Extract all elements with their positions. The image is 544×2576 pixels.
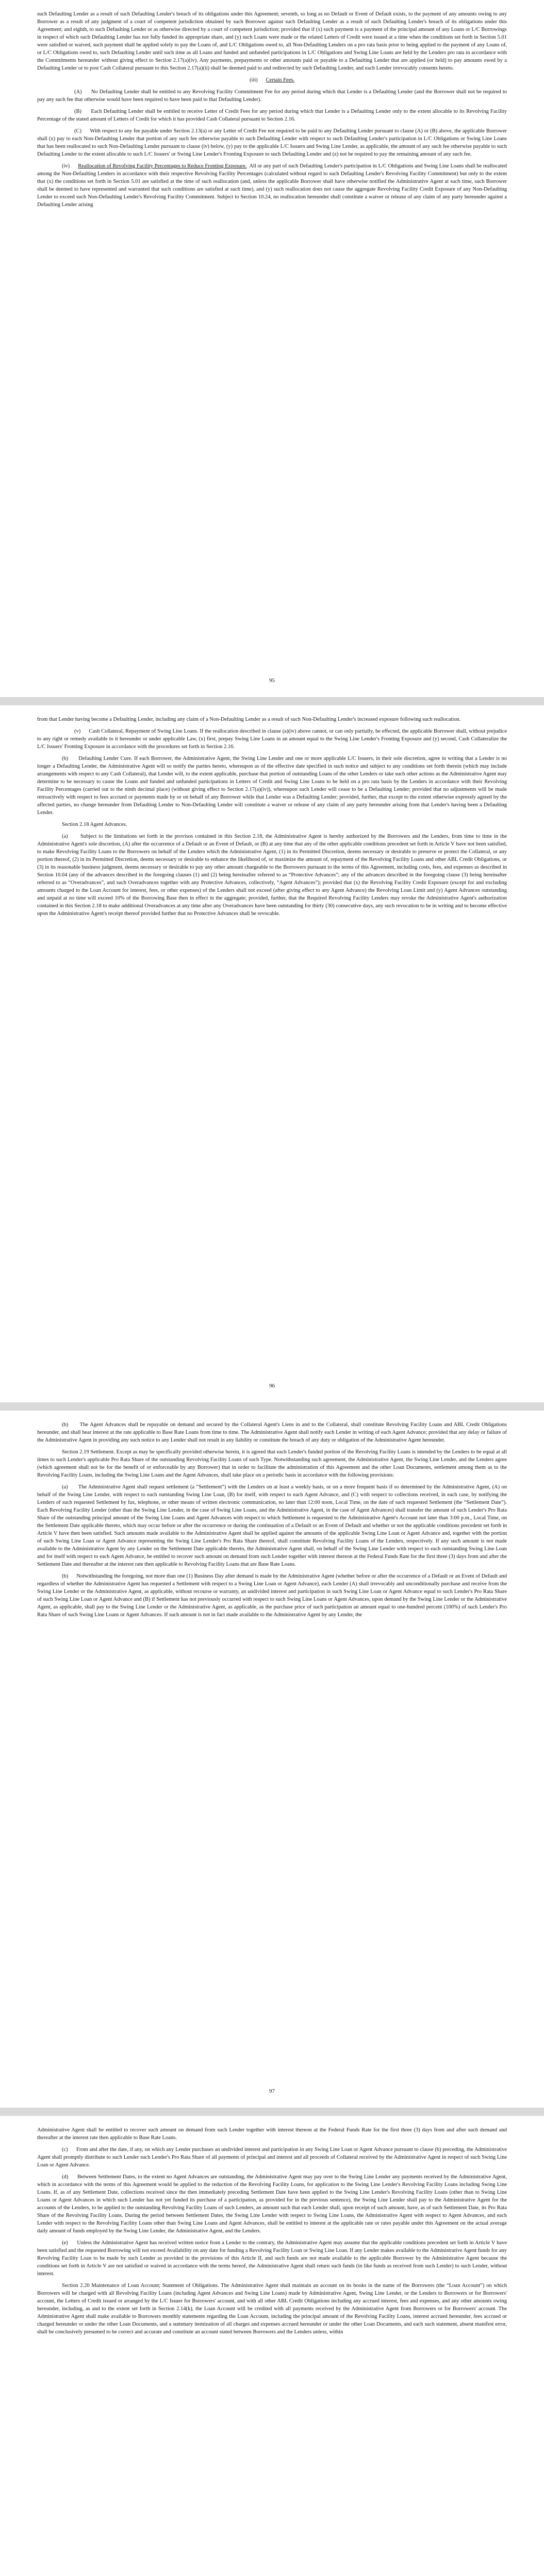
paragraph: (a) The Administrative Agent shall request settlement (a “Settlement”) with the Lenders on at least a weekly basis, or on a more frequent basis if so determined by the Administrative Agent, (A) on behalf of the Swing Line Lender, with respect to each outstanding Swing Line Loan, (B) for itself, with respect to each Agent Advance, and (C) with respect to collections received, in each case, by notifying the Lenders of such requested Settlement by fax, telephone, or other means of written electronic communication, no later than 12:00 noon, Local Time, on the date of such requested Settlement (the “Settlement Date”). Each Revolving Facility Lender (other than the Swing Line Lender, in the case of Swing Line Loans, and the Administrative Agent, in the case of Agent Advances) shall transfer the amount of such Lender's Pro Rata Share of the outstanding principal amount of the Swing Line Loans and Agent Advances with respect to which Settlement is requested to the Administrative Agent's Account not later than 3:00 p.m., Local Time, on the Settlement Date applicable thereto, which may occur before or after the occurrence or during the continuation of a Default or an Event of Default and whether or not the applicable conditions precedent set forth in Article V have then been satisfied. Such amounts made available to the Administrative Agent shall be applied against the amounts of the applicable Swing Line Loan or Agent Advance and, together with the portion of such Swing Line Loan or Agent Advance representing the Swing Line Lender's Pro Rata Share thereof, shall constitute Revolving Facility Loans of the Lenders, respectively. If any such amount is not made available to the Administrative Agent by any Lender on the Settlement Date applicable thereto, the Administrative Agent shall, on behalf of the Swing Line Lender with respect to each outstanding Swing Line Loan and for itself with respect to each Agent Advance, be entitled to recover such amount on demand from such Lender together with interest thereon at the Federal Funds Rate for the first three (3) days from and after the Settlement Date and thereafter at the interest rate then applicable to Revolving Facility Loans that are Base Rate Loans. [37,1484,507,1567]
subparagraph: (C) With respect to any fee payable under Section 2.13(a) or any Letter of Credit Fee not required to be paid to any Defaulting Lender pursuant to clause (A) or (B) above, the applicable Borrower shall (x) pay to each Non-Defaulting Lender that portion of any such fee otherwise payable to such Defaulting Lender with respect to such Defaulting Lender's participation in L/C Obligations or Swing Line Loans that has been reallocated to such Non-Defaulting Lender pursuant to clause (iv) below, (y) pay to the applicable L/C Issuers and Swing Line Lender, as applicable, the amount of any such fee otherwise payable to such Defaulting Lender to the extent allocable to such L/C Issuers' or Swing Line Lender's Fronting Exposure to such Defaulting Lender and (z) not be required to pay the remaining amount of any such fee. [37,128,507,157]
subparagraph: (A) No Defaulting Lender shall be entitled to any Revolving Facility Commitment Fee for any period during which that Lender is a Defaulting Lender (and the Borrower shall not be required to pay any such fee that otherwise would have been required to have been paid to that Defaulting Lender). [37,89,507,103]
paragraph: (b) Notwithstanding the foregoing, not more than one (1) Business Day after demand is made by the Administrative Agent (whether before or after the occurrence of a Default or an Event of Default and regardless of whether the Administrative Agent has requested a Settlement with respect to a Swing Line Loan or Agent Advance), each Lender (A) shall irrevocably and unconditionally purchase and receive from the Swing Line Lender or the Administrative Agent, as applicable, without recourse or warranty, an undivided interest and participation in such Swing Line Loan or Agent Advance equal to such Lender's Pro Rata Share of such Swing Line Loan or Agent Advance and (B) if Settlement has not previously occurred with respect to such Swing Line Loans or Agent Advances, upon demand by the Swing Line Lender or the Administrative Agent, as applicable, shall pay to the Swing Line Lender or the Administrative Agent, as applicable, as the purchase price of such participation an amount equal to one-hundred percent (100%) of such Lender's Pro Rata Share of such Swing Line Loans or Agent Advances. If such amount is not in fact made available to the Administrative Agent by any Lender, the [37,1573,507,1618]
paragraph: (b) Defaulting Lender Cure. If each Borrower, the Administrative Agent, the Swing Line Lender and one or more applicable L/C Issuers, in their sole discretion, agree in writing that a Lender is no longer a Defaulting Lender, the Administrative Agent will so notify the parties hereto, whereupon as of the effective date specified in such notice and subject to any conditions set forth therein (which may include arrangements with respect to any Cash Collateral), that Lender will, to the extent applicable, purchase that portion of outstanding Loans of the other Lenders or take such other actions as the Administrative Agent may determine to be necessary to cause the Loans and funded and unfunded participations in Letters of Credit and Swing Line Loans to be held on a pro rata basis by the Lenders in accordance with their Revolving Facility Percentages (carried out to the ninth decimal place) (without giving effect to Section 2.17(a)(iv)), whereupon such Lender will cease to be a Defaulting Lender; provided that no adjustments will be made retroactively with respect to fees accrued or payments made by or on behalf of any Borrower while that Lender was a Defaulting Lender; provided, further, that except to the extent otherwise expressly agreed by the affected parties, no change hereunder from Defaulting Lender to Non-Defaulting Lender will constitute a waiver or release of any claim of any party hereunder arising from that Lender's having been a Defaulting Lender. [37,756,507,816]
document-page-95 [0,0,544,697]
paragraph: (b) The Agent Advances shall be repayable on demand and secured by the Collateral Agent's Liens in and to the Collateral, shall constitute Revolving Facility Loans and ABL Credit Obligations hereunder, and shall bear interest at the rate applicable to Base Rate Loans from time to time. The Administrative Agent shall notify each Lender in writing of each Agent Advance; provided that any delay or failure of the Administrative Agent in providing any such notice to any Lender shall not result in any liability or constitute the breach of any duty or obligation of the Administrative Agent hereunder. [37,1422,507,1443]
subparagraph: (B) Each Defaulting Lender shall be entitled to receive Letter of Credit Fees for any period during which that Lender is a Defaulting Lender only to the extent allocable to its Revolving Facility Percentage of the stated amount of Letters of Credit for which it has provided Cash Collateral pursuant to Section 2.16. [37,109,507,122]
document-page-96 [0,705,544,1402]
page-number: 97 [269,2088,275,2094]
document-page-98 [0,2116,544,2576]
section-heading: Section 2.18 Agent Advances. [62,822,127,827]
paragraph: such Defaulting Lender as a result of such Defaulting Lender's breach of its obligations under this Agreement; seventh, so long as no Default or Event of Default exists, to the payment of any amounts owing to any Borrower as a result of any judgment of a court of competent jurisdiction obtained by such Borrower against such Defaulting Lender as a result of such Defaulting Lender's breach of its obligations under this Agreement; and eighth, to such Defaulting Lender or as otherwise directed by a court of competent jurisdiction; provided that if (x) such payment is a payment of the principal amount of any Loans or L/C Borrowings in respect of which such Defaulting Lender has not fully funded its appropriate share, and (y) such Loans were made or the related Letters of Credit were issued at a time when the conditions set forth in Section 5.01 were satisfied or waived, such payment shall be applied solely to pay the Loans of, and L/C Obligations owed to, all Non-Defaulting Lenders on a pro rata basis prior to being applied to the payment of any Loans of, or L/C Obligations owed to, such Defaulting Lender until such time as all Loans and funded and unfunded participations in L/C Obligations and Swing Line Loans are held by the Lenders pro rata in accordance with the Commitments hereunder without giving effect to Section 2.17(a)(iv). Any payments, prepayments or other amounts paid or payable to a Defaulting Lender that are applied (or held) to pay amounts owed by a Defaulting Lender or to post Cash Collateral pursuant to this Section 2.17(a)(ii) shall be deemed paid to and redirected by such Defaulting Lender, and each Lender irrevocably consents hereto. [37,11,507,71]
paragraph: from that Lender having become a Defaulting Lender, including any claim of a Non-Defaulting Lender as a result of such Non-Defaulting Lender's increased exposure following such reallocation. [37,717,461,722]
heading-number: (iii) [250,77,258,83]
heading-label: Reallocation of Revolving Facility Percentages to Reduce Fronting Exposure. [78,163,247,169]
paragraph: Section 2.20 Maintenance of Loan Account; Statement of Obligations. The Administrative Agent shall maintain an account on its books in the name of the Borrowers (the “Loan Account”) on which Borrowers will be charged with all Revolving Facility Loans (including Agent Advances and Swing Line Loans) made by Administrative Agent, Swing Line Lender, or the Lenders to Borrowers or for Borrowers' account, the Letters of Credit issued or arranged by the L/C Issuer for Borrowers' account, and with all other ABL Credit Obligations including any accrued interest, fees and expenses, and any other amounts owing hereunder, including, as and to the extent set forth in Section 2.14(k), the Loan Account will be credited with all payments received by the Administrative Agent from Borrowers or for Borrowers' account. The Administrative Agent shall make available to Borrowers monthly statements regarding the Loan Account, including the principal amount of the Revolving Facility Loans, interest accrued hereunder, fees accrued or charged hereunder or under the other Loan Documents, and a summary itemization of all charges and expenses accrued hereunder or under the other Loan Documents, and each such statement, absent manifest error, shall be conclusively presumed to be correct and accurate and constitute an account stated between Borrowers and the Lenders unless, within [37,2283,507,2335]
heading-label: Certain Fees. [266,77,294,83]
heading-number: (iv) [62,163,70,169]
paragraph: (e) Unless the Administrative Agent has received written notice from a Lender to the contrary, the Administrative Agent may assume that the applicable conditions precedent set forth in Article V have been satisfied and the requested Borrowing will not exceed Availability on any date for funding a Revolving Facility Loan or Swing Line Loan. If any Lender makes available to the Administrative Agent funds for any Revolving Facility Loan to be made by such Lender as provided in the provisions of this Article II, and such funds are not made available to the applicable Borrower by the Administrative Agent because the conditions set forth in Article V are not satisfied or waived in accordance with the terms hereof, the Administrative Agent shall return such funds (in like funds as received from such Lender) to such Lender, without interest. [37,2240,507,2277]
paragraph: (v) Cash Collateral, Repayment of Swing Line Loans. If the reallocation described in clause (a)(iv) above cannot, or can only partially, be effected, the applicable Borrower shall, without prejudice to any right or remedy available to it hereunder or under applicable Law, (x) first, prepay Swing Line Loans in an amount equal to the Swing Line Lender's Fronting Exposure and (y) second, Cash Collateralize the L/C Issuers' Fronting Exposure in accordance with the procedures set forth in Section 2.16. [37,728,507,750]
paragraph: Section 2.19 Settlement. Except as may be specifically provided otherwise herein, it is agreed that each Lender's funded portion of the Revolving Facility Loans is intended by the Lenders to be equal at all times to such Lender's applicable Pro Rata Share of the outstanding Revolving Facility Loans of such Type. Notwithstanding such agreement, the Administrative Agent, the Swing Line Lender, and the Lenders agree (which agreement shall not be for the benefit of or enforceable by any Borrower) that in order to facilitate the administration of this Agreement and the other Loan Documents, settlement among them as to the Revolving Facility Loans, including the Swing Line Loans and the Agent Advances, shall take place on a periodic basis in accordance with the following provisions: [37,1449,507,1478]
paragraph-text: All or any part of such Defaulting Lender's participation in L/C Obligations and Swing Line Loans shall be reallocated among the Non-Defaulting Lenders in accordance with their respective Revolving Facility Percentages (calculated without regard to such Defaulting Lender's Revolving Facility Commitment) but only to the extent that (x) the conditions set forth in Section 5.01 are satisfied at the time of such reallocation (and, unless the applicable Borrower shall have otherwise notified the Administrative Agent at such time, such Borrower shall be deemed to have represented and warranted that such conditions are satisfied at such time), and (y) such reallocation does not cause the aggregate Revolving Facility Credit Exposure of any Non-Defaulting Lender to exceed such Non-Defaulting Lender's Revolving Facility Commitment. Subject to Section 10.24, no reallocation hereunder shall constitute a waiver or release of any claim of any party hereunder against a Defaulting Lender arising [37,163,507,208]
page-number: 95 [269,677,275,684]
paragraph: (a) Subject to the limitations set forth in the provisos contained in this Section 2.18, the Administrative Agent is hereby authorized by the Borrowers and the Lenders, from time to time in the Administrative Agent's sole discretion, (A) after the occurrence of a Default or an Event of Default, or (B) at any time that any of the other applicable conditions precedent set forth in Article V have not been satisfied, to make Revolving Facility Loans to the Borrowers on behalf of the Lenders which the Administrative Agent, (1) in its Permitted Discretion, deems necessary or desirable to preserve or protect the Collateral, or any portion thereof, (2) in its Permitted Discretion, deems necessary or desirable to enhance the likelihood of, or maximize the amount of, repayment of the Revolving Facility Loans and other ABL Credit Obligations, or (3) in its reasonable business judgment, deems necessary or desirable to pay any other amount chargeable to the Borrowers pursuant to the terms of this Agreement, including costs, fees, and expenses as described in Section 10.04 (any of the advances described in the foregoing clauses (1) and (2) being hereinafter referred to as “Protective Advances”; any of the advances described in the foregoing clause (3) being hereinafter referred to as “Overadvances”, and such Overadvances together with any Protective Advances, collectively, “Agent Advances”); provided that (x) the Revolving Facility Credit Exposure (except for and excluding amounts charged to the Loan Account for interest, fees, or other expenses) of the Lenders shall not exceed (after giving effect to any Agent Advance) the Revolving Loan Limit and (y) Agent Advances outstanding and unpaid at no time will exceed 10% of the Borrowing Base then in effect in the aggregate; provided, further, that the Required Revolving Facility Lenders may revoke the Administrative Agent's authorization contained in this Section 2.18 to make additional Overadvances at any time after any Overadvances have been outstanding for thirty (30) consecutive days, any such revocation to be in writing and to become effective upon the Administrative Agent's receipt thereof provided further that no Protective Advances shall be revocable. [37,834,507,917]
document-page-97 [0,1411,544,2108]
paragraph-reallocation [37,162,507,209]
paragraph: Administrative Agent shall be entitled to recover such amount on demand from such Lender together with interest thereon at the Federal Funds Rate for the first three (3) days from and after such demand and thereafter at the interest rate then applicable to Base Rate Loans. [37,2127,507,2141]
paragraph: (c) From and after the date, if any, on which any Lender purchases an undivided interest and participation in any Swing Line Loan or Agent Advance pursuant to clause (b) preceding, the Administrative Agent shall promptly distribute to such Lender such Lender's Pro Rata Share of all payments of principal and interest and all proceeds of Collateral received by the Administrative Agent in respect of such Swing Line Loan or Agent Advance. [37,2147,507,2168]
section-heading-iii [37,76,507,84]
paragraph: (d) Between Settlement Dates, to the extent no Agent Advances are outstanding, the Administrative Agent may pay over to the Swing Line Lender any payments received by the Administrative Agent, which in accordance with the terms of this Agreement would be applied to the reduction of the Revolving Facility Loans, for application to the Swing Line Lender's Revolving Facility Loans including Swing Line Loans. If, as of any Settlement Date, collections received since the then immediately preceding Settlement Date have been applied to the Swing Line Lender's Revolving Facility Loans (other than to Swing Line Loans or Agent Advances in which such Lender has not yet funded its purchase of a participation, as provided for in the previous sentence), the Swing Line Lender shall pay to the Administrative Agent for the accounts of the Lenders, to be applied to the outstanding Revolving Facility Loans of such Lenders, an amount such that each Lender shall, upon receipt of such amount, have, as of such Settlement Date, its Pro Rata Share of the Revolving Facility Loans. During the period between Settlement Dates, the Swing Line Lender with respect to Swing Line Loans, the Administrative Agent with respect to Agent Advances, and each Lender with respect to the Revolving Facility Loans other than Swing Line Loans and Agent Advances, shall be entitled to interest at the applicable rate or rates payable under this Agreement on the actual average daily amount of funds employed by the Swing Line Lender, the Administrative Agent, and the Lenders. [37,2174,507,2234]
page-number: 96 [269,1383,275,1389]
